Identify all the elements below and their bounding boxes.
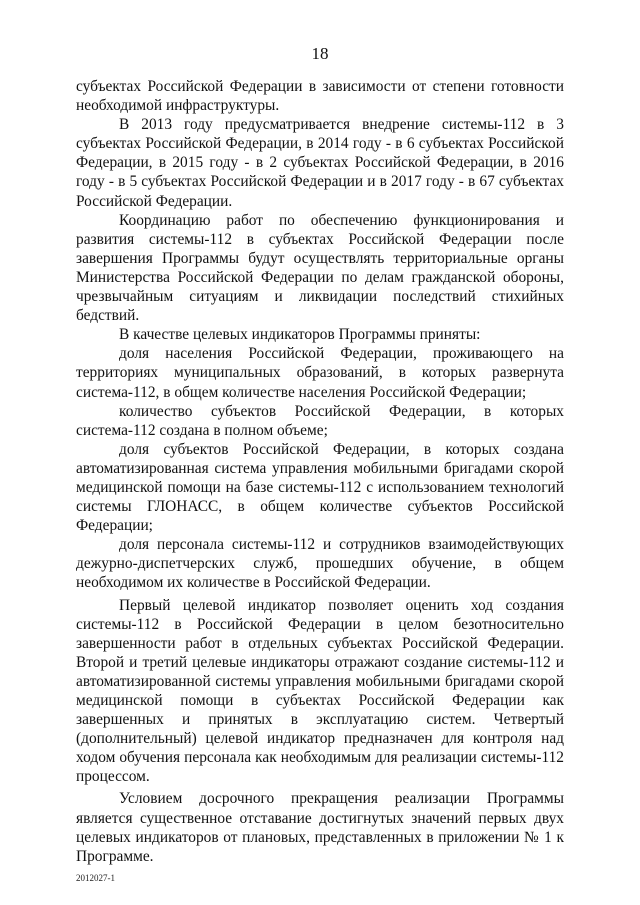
indicator-subjects-count: количество субъектов Российской Федерации, в которых система-112 создана в полном объеме;	[76, 402, 564, 439]
indicator-population-share: доля населения Российской Федерации, проживающего на территориях муниципальных образований, в которых развернута система-112, в общем количестве населения Российской Федерации;	[76, 345, 564, 401]
paragraph-early-termination: Условием досрочного прекращения реализации Программы является существенное отставание достигнутых значений первых двух целевых индикаторов от плановых, представленных в приложении № 1 к Программе.	[76, 790, 564, 865]
document-body	[76, 77, 564, 866]
paragraph-implementation-schedule: В 2013 году предусматривается внедрение системы-112 в 3 субъектах Российской Федерации, в 2014 году - в 6 субъектах Российской Федерации, в 2015 году - в 2 субъектах Российской Федерации, в 2016 году - в 5 субъектах Российской Федерации и в 2017 году - в 67 субъектах Российской Федерации.	[76, 116, 564, 210]
paragraph-indicators-intro: В качестве целевых индикаторов Программы приняты:	[119, 326, 481, 344]
footer-code: 2012027-1	[76, 873, 115, 883]
paragraph-indicators-explanation: Первый целевой индикатор позволяет оценить ход создания системы-112 в Российской Федерации в целом безотносительно завершенности работ в отдельных субъектах Российской Федерации. Второй и третий целевые индикаторы отражают создание системы-112 и автоматизированной системы управления мобильными бригадами скорой медицинской помощи в субъектах Российской Федерации как завершенных и принятых в эксплуатацию систем. Четвертый (дополнительный) целевой индикатор предназначен для контроля над ходом обучения персонала как необходимым для реализации системы-112 процессом.	[76, 596, 564, 786]
indicator-ambulance-system-share: доля субъектов Российской Федерации, в которых создана автоматизированная система управления мобильными бригадами скорой медицинской помощи на базе системы-112 с использованием технологий системы ГЛОНАСС, в общем количестве субъектов Российской Федерации;	[76, 440, 564, 535]
indicator-personnel-training-share: доля персонала системы-112 и сотрудников взаимодействующих дежурно-диспетчерских служб, прошедших обучение, в общем необходимом их количестве в Российской Федерации.	[76, 536, 564, 592]
paragraph-coordination: Координацию работ по обеспечению функционирования и развития системы-112 в субъектах Российской Федерации после завершения Программы будут осуществлять территориальные органы Министерства Российской Федерации по делам гражданской обороны, чрезвычайным ситуациям и ликвидации последствий стихийных бедствий.	[76, 211, 564, 325]
page-number: 18	[311, 44, 329, 63]
paragraph-continuation: субъектах Российской Федерации в зависимости от степени готовности необходимой инфраструктуры.	[76, 78, 564, 115]
